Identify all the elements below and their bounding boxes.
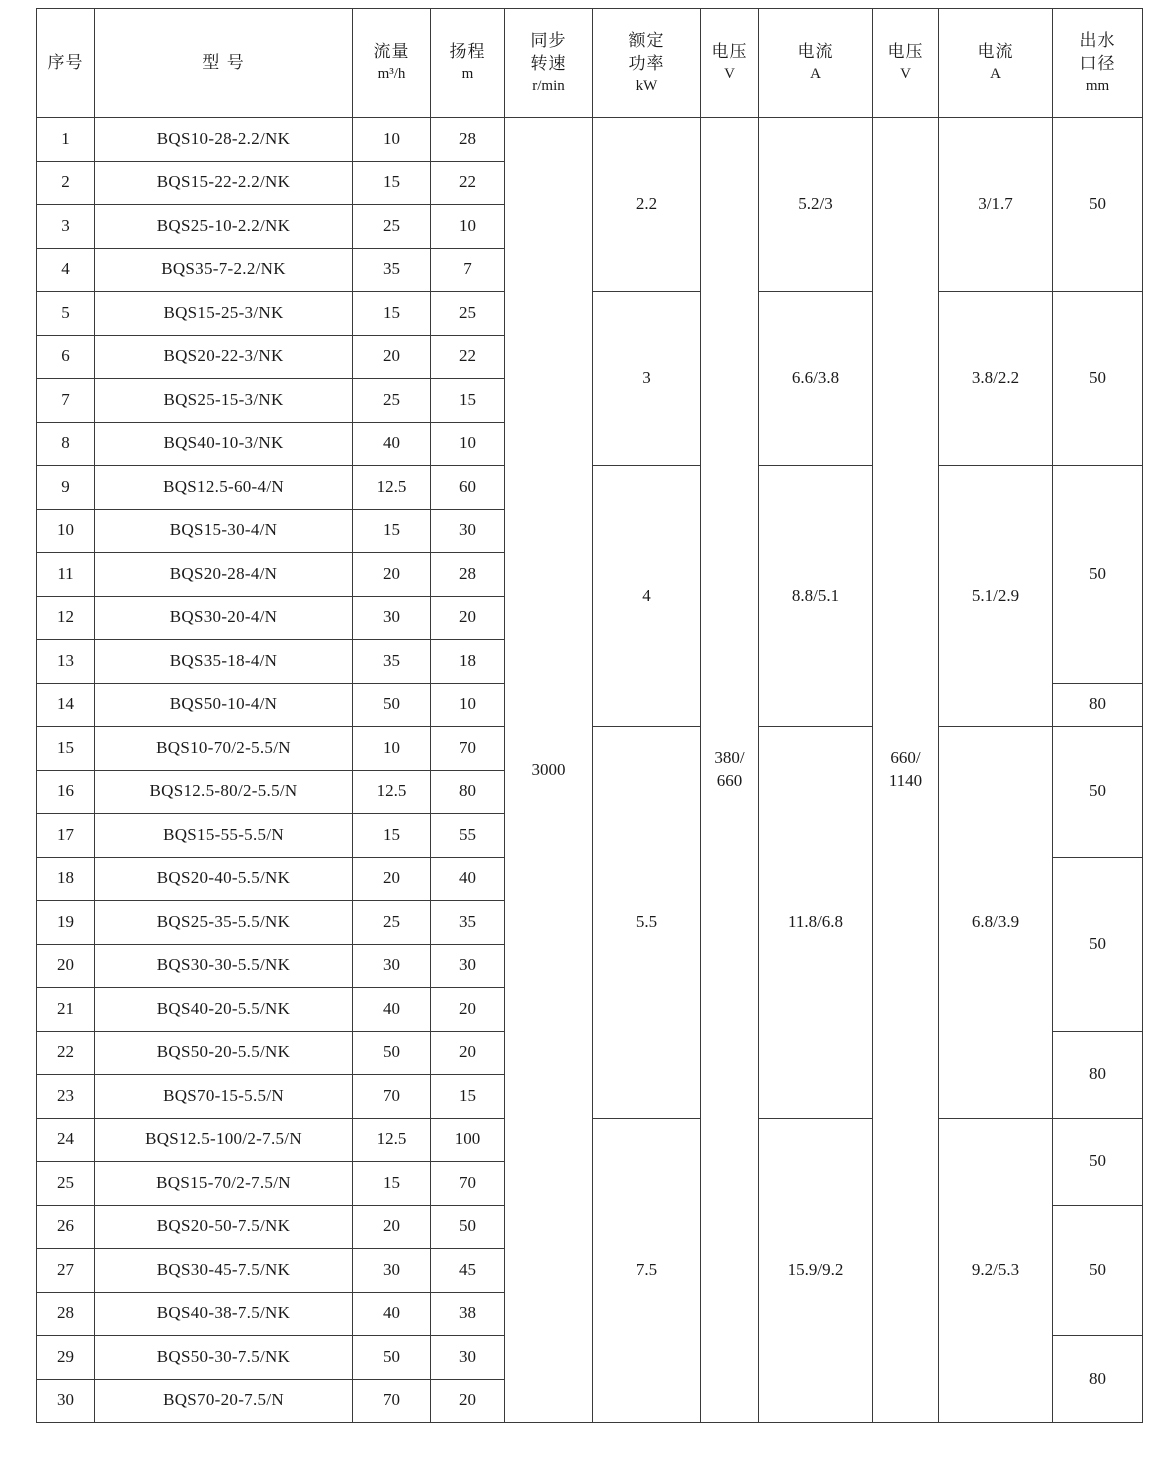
cell-model: BQS50-20-5.5/NK — [95, 1031, 353, 1075]
cell-head: 22 — [431, 335, 505, 379]
cell-head: 45 — [431, 1249, 505, 1293]
cell-model: BQS12.5-100/2-7.5/N — [95, 1118, 353, 1162]
cell-model: BQS40-20-5.5/NK — [95, 988, 353, 1032]
cell-model: BQS30-30-5.5/NK — [95, 944, 353, 988]
cell-model: BQS15-55-5.5/N — [95, 814, 353, 858]
cell-index: 16 — [37, 770, 95, 814]
cell-model: BQS20-22-3/NK — [95, 335, 353, 379]
cell-flow: 40 — [353, 988, 431, 1032]
cell-index: 5 — [37, 292, 95, 336]
cell-outlet: 80 — [1053, 683, 1143, 727]
cell-index: 11 — [37, 553, 95, 597]
header-index: 序号 — [37, 9, 95, 118]
cell-flow: 35 — [353, 640, 431, 684]
cell-index: 10 — [37, 509, 95, 553]
cell-power: 7.5 — [593, 1118, 701, 1423]
cell-outlet: 50 — [1053, 857, 1143, 1031]
cell-flow: 12.5 — [353, 1118, 431, 1162]
header-voltage-low: 电压 V — [701, 9, 759, 118]
cell-index: 25 — [37, 1162, 95, 1206]
cell-head: 60 — [431, 466, 505, 510]
cell-flow: 40 — [353, 422, 431, 466]
cell-sync-speed: 3000 — [505, 118, 593, 1423]
pump-specification-table — [36, 8, 1143, 1423]
cell-outlet: 50 — [1053, 1205, 1143, 1336]
cell-index: 15 — [37, 727, 95, 771]
cell-head: 80 — [431, 770, 505, 814]
cell-model: BQS10-70/2-5.5/N — [95, 727, 353, 771]
cell-outlet: 80 — [1053, 1336, 1143, 1423]
cell-model: BQS25-35-5.5/NK — [95, 901, 353, 945]
header-flow: 流量 m³/h — [353, 9, 431, 118]
cell-model: BQS20-40-5.5/NK — [95, 857, 353, 901]
cell-model: BQS70-20-7.5/N — [95, 1379, 353, 1423]
cell-index: 8 — [37, 422, 95, 466]
cell-model: BQS15-30-4/N — [95, 509, 353, 553]
cell-index: 17 — [37, 814, 95, 858]
cell-head: 40 — [431, 857, 505, 901]
cell-index: 9 — [37, 466, 95, 510]
cell-outlet: 50 — [1053, 727, 1143, 858]
cell-current-low: 15.9/9.2 — [759, 1118, 873, 1423]
cell-head: 70 — [431, 727, 505, 771]
cell-flow: 40 — [353, 1292, 431, 1336]
header-current-low: 电流 A — [759, 9, 873, 118]
cell-model: BQS20-50-7.5/NK — [95, 1205, 353, 1249]
cell-head: 22 — [431, 161, 505, 205]
cell-flow: 70 — [353, 1075, 431, 1119]
cell-model: BQS12.5-60-4/N — [95, 466, 353, 510]
cell-flow: 30 — [353, 1249, 431, 1293]
cell-flow: 10 — [353, 118, 431, 162]
cell-flow: 50 — [353, 1031, 431, 1075]
cell-head: 100 — [431, 1118, 505, 1162]
cell-flow: 15 — [353, 292, 431, 336]
cell-model: BQS20-28-4/N — [95, 553, 353, 597]
cell-outlet: 80 — [1053, 1031, 1143, 1118]
cell-flow: 50 — [353, 1336, 431, 1380]
cell-power: 2.2 — [593, 118, 701, 292]
cell-head: 20 — [431, 1379, 505, 1423]
cell-index: 30 — [37, 1379, 95, 1423]
cell-flow: 20 — [353, 553, 431, 597]
cell-flow: 15 — [353, 1162, 431, 1206]
cell-index: 4 — [37, 248, 95, 292]
cell-index: 18 — [37, 857, 95, 901]
cell-head: 18 — [431, 640, 505, 684]
cell-model: BQS12.5-80/2-5.5/N — [95, 770, 353, 814]
cell-flow: 12.5 — [353, 770, 431, 814]
cell-current-low: 6.6/3.8 — [759, 292, 873, 466]
cell-head: 55 — [431, 814, 505, 858]
cell-index: 26 — [37, 1205, 95, 1249]
table-row — [37, 118, 1143, 162]
header-head: 扬程 m — [431, 9, 505, 118]
cell-current-high: 5.1/2.9 — [939, 466, 1053, 727]
cell-head: 70 — [431, 1162, 505, 1206]
cell-head: 20 — [431, 596, 505, 640]
table-header-row — [37, 9, 1143, 118]
cell-model: BQS15-25-3/NK — [95, 292, 353, 336]
cell-current-low: 11.8/6.8 — [759, 727, 873, 1119]
header-sync-speed: 同步 转速 r/min — [505, 9, 593, 118]
cell-flow: 35 — [353, 248, 431, 292]
cell-current-high: 3/1.7 — [939, 118, 1053, 292]
cell-flow: 50 — [353, 683, 431, 727]
cell-model: BQS35-18-4/N — [95, 640, 353, 684]
cell-model: BQS15-22-2.2/NK — [95, 161, 353, 205]
cell-index: 3 — [37, 205, 95, 249]
cell-model: BQS25-10-2.2/NK — [95, 205, 353, 249]
cell-outlet: 50 — [1053, 1118, 1143, 1205]
cell-power: 4 — [593, 466, 701, 727]
cell-flow: 25 — [353, 205, 431, 249]
cell-head: 10 — [431, 205, 505, 249]
cell-index: 12 — [37, 596, 95, 640]
cell-flow: 20 — [353, 1205, 431, 1249]
cell-model: BQS25-15-3/NK — [95, 379, 353, 423]
cell-index: 7 — [37, 379, 95, 423]
cell-flow: 25 — [353, 901, 431, 945]
cell-index: 14 — [37, 683, 95, 727]
cell-index: 20 — [37, 944, 95, 988]
cell-index: 28 — [37, 1292, 95, 1336]
cell-current-low: 8.8/5.1 — [759, 466, 873, 727]
cell-flow: 15 — [353, 161, 431, 205]
cell-index: 2 — [37, 161, 95, 205]
cell-head: 30 — [431, 509, 505, 553]
cell-model: BQS30-45-7.5/NK — [95, 1249, 353, 1293]
cell-flow: 30 — [353, 596, 431, 640]
cell-head: 28 — [431, 118, 505, 162]
cell-index: 6 — [37, 335, 95, 379]
cell-index: 13 — [37, 640, 95, 684]
cell-model: BQS40-10-3/NK — [95, 422, 353, 466]
cell-flow: 12.5 — [353, 466, 431, 510]
cell-current-high: 9.2/5.3 — [939, 1118, 1053, 1423]
cell-current-high: 3.8/2.2 — [939, 292, 1053, 466]
cell-head: 25 — [431, 292, 505, 336]
cell-head: 15 — [431, 379, 505, 423]
cell-outlet: 50 — [1053, 292, 1143, 466]
cell-index: 21 — [37, 988, 95, 1032]
cell-flow: 15 — [353, 509, 431, 553]
cell-index: 19 — [37, 901, 95, 945]
header-voltage-high: 电压 V — [873, 9, 939, 118]
cell-model: BQS40-38-7.5/NK — [95, 1292, 353, 1336]
cell-voltage-low: 380/ 660 — [701, 118, 759, 1423]
cell-head: 7 — [431, 248, 505, 292]
cell-flow: 20 — [353, 857, 431, 901]
cell-flow: 20 — [353, 335, 431, 379]
cell-current-high: 6.8/3.9 — [939, 727, 1053, 1119]
cell-index: 29 — [37, 1336, 95, 1380]
cell-current-low: 5.2/3 — [759, 118, 873, 292]
cell-index: 22 — [37, 1031, 95, 1075]
cell-outlet: 50 — [1053, 466, 1143, 684]
cell-index: 23 — [37, 1075, 95, 1119]
cell-index: 27 — [37, 1249, 95, 1293]
cell-flow: 15 — [353, 814, 431, 858]
cell-outlet: 50 — [1053, 118, 1143, 292]
cell-head: 28 — [431, 553, 505, 597]
cell-flow: 30 — [353, 944, 431, 988]
header-current-high: 电流 A — [939, 9, 1053, 118]
cell-flow: 70 — [353, 1379, 431, 1423]
cell-head: 15 — [431, 1075, 505, 1119]
cell-voltage-high: 660/ 1140 — [873, 118, 939, 1423]
cell-model: BQS10-28-2.2/NK — [95, 118, 353, 162]
cell-flow: 10 — [353, 727, 431, 771]
cell-model: BQS30-20-4/N — [95, 596, 353, 640]
cell-head: 50 — [431, 1205, 505, 1249]
cell-head: 10 — [431, 683, 505, 727]
cell-model: BQS35-7-2.2/NK — [95, 248, 353, 292]
cell-head: 38 — [431, 1292, 505, 1336]
cell-head: 20 — [431, 1031, 505, 1075]
cell-head: 35 — [431, 901, 505, 945]
header-rated-power: 额定 功率 kW — [593, 9, 701, 118]
cell-model: BQS70-15-5.5/N — [95, 1075, 353, 1119]
cell-model: BQS50-10-4/N — [95, 683, 353, 727]
cell-head: 20 — [431, 988, 505, 1032]
cell-index: 1 — [37, 118, 95, 162]
cell-head: 30 — [431, 1336, 505, 1380]
cell-power: 3 — [593, 292, 701, 466]
cell-head: 30 — [431, 944, 505, 988]
cell-power: 5.5 — [593, 727, 701, 1119]
cell-model: BQS15-70/2-7.5/N — [95, 1162, 353, 1206]
header-model: 型 号 — [95, 9, 353, 118]
cell-index: 24 — [37, 1118, 95, 1162]
cell-flow: 25 — [353, 379, 431, 423]
header-outlet-diameter: 出水 口径 mm — [1053, 9, 1143, 118]
cell-model: BQS50-30-7.5/NK — [95, 1336, 353, 1380]
cell-head: 10 — [431, 422, 505, 466]
